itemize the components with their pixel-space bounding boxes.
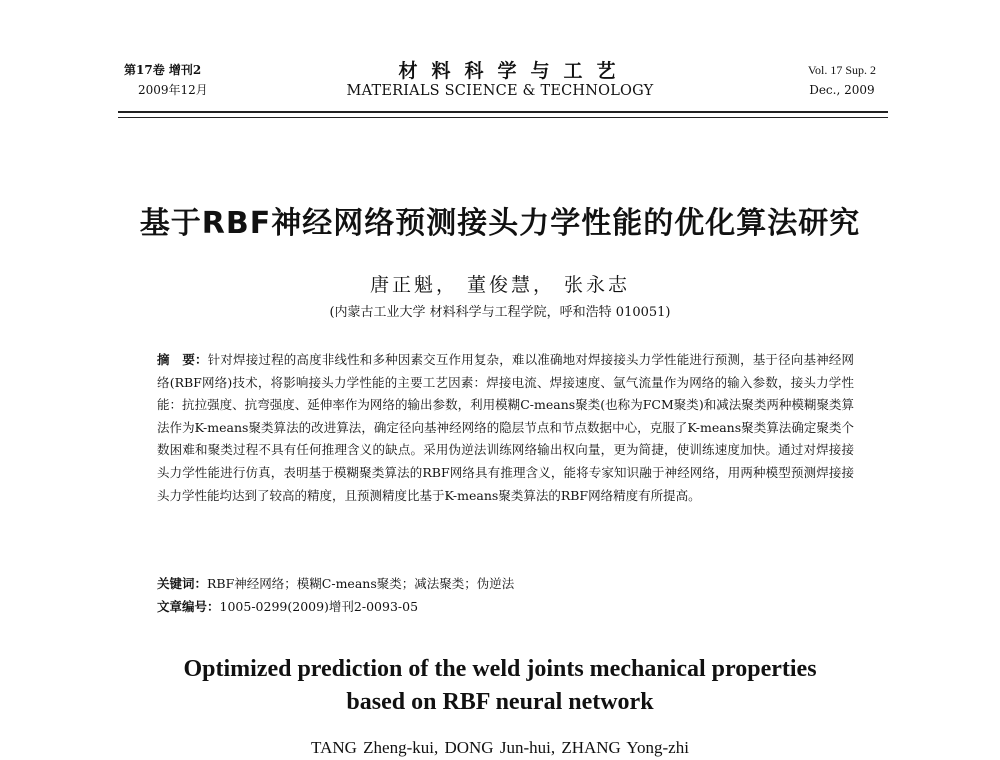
volume-cn: 第17卷 增刊2 [124,63,202,77]
header-rule-thick [118,111,888,113]
date-cn: 2009年12月 [138,83,208,97]
journal-name-en: MATERIALS SCIENCE & TECHNOLOGY [346,83,654,99]
page-header [0,0,1000,120]
abstract-text: 针对焊接过程的高度非线性和多种因素交互作用复杂，难以准确地对焊接接头力学性能进行预测，基于径向基神经网络(RBF网络)技术，将影响接头力学性能的主要工艺因素：焊接电流、焊接速度、氩气流量作为网络的输入参数，接头力学性能：抗拉强度、抗弯强度、延伸率作为网络的输出参数，利用模糊C-means聚类(也称为FCM聚类)和减法聚类两种模糊聚类算法作为K-means聚类算法的改进算法，确定径向基神经网络的隐层节点和节点数据中心，克服了K-means聚类算法确定聚类个数困难和聚类过程不具有任何推理含义的缺点。采用伪逆法训练网络输出权向量，更为简捷，使训练速度加快。通过对焊接接头力学性能进行仿真，表明基于模糊聚类算法的RBF网络具有推理含义，能将专家知识融于神经网络，用两种模型预测焊接接头力学性能均达到了较高的精度，且预测精度比基于K-means聚类算法的RBF网络精度有所提高。 [157,352,854,503]
authors-cn: 唐正魁， 董俊慧， 张永志 [369,274,631,296]
authors-en: TANG Zheng-kui, DONG Jun-hui, ZHANG Yong-zhi [311,738,689,757]
article-number-text: 1005-0299(2009)增刊2-0093-05 [219,599,419,614]
date-en: Dec., 2009 [809,83,875,97]
volume-en: Vol. 17 Sup. 2 [807,63,876,77]
paper-title-en [0,653,1000,719]
article-number [157,596,418,618]
paper-title-en-line2: based on RBF neural network [346,689,654,715]
article-number-label: 文章编号： [157,599,220,614]
keywords-cn [157,573,514,595]
paper-title-en-line1: Optimized prediction of the weld joints mechanical properties [183,656,817,682]
header-rule-thin [118,117,888,118]
journal-name-cn: 材料科学与工艺 [398,60,630,82]
abstract-cn [157,349,854,507]
abstract-label: 摘 要： [157,352,208,367]
paper-title-cn: 基于RBF神经网络预测接头力学性能的优化算法研究 [139,206,861,241]
keywords-label: 关键词： [157,576,208,591]
affiliation-cn: (内蒙古工业大学 材料科学与工程学院，呼和浩特 010051) [329,305,671,320]
header-right [808,60,876,100]
keywords-text: RBF神经网络；模糊C-means聚类；减法聚类；伪逆法 [207,576,515,591]
